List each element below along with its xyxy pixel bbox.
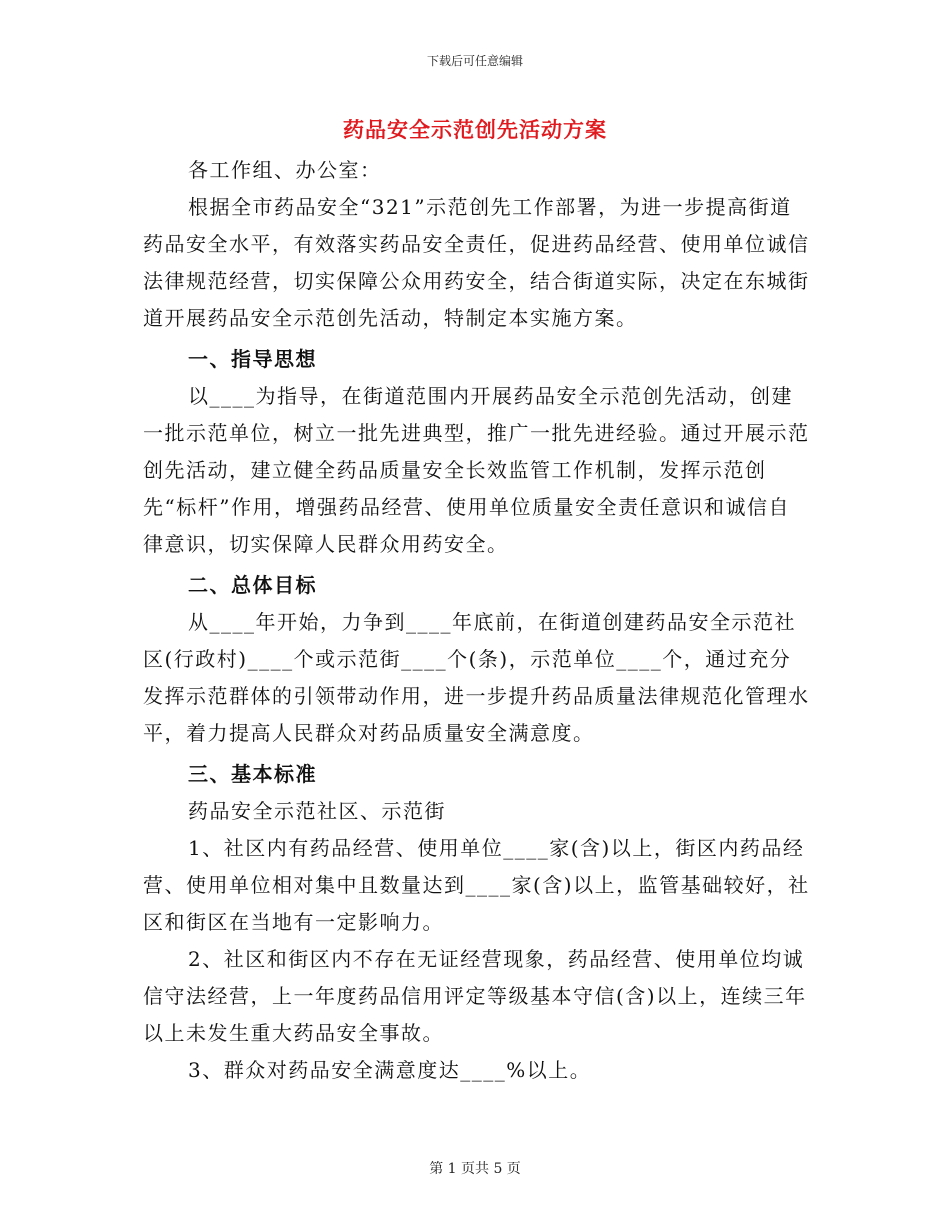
page-footer: 第 1 页共 5 页 <box>429 1161 521 1177</box>
standard-item: 3、群众对药品安全满意度达____%以上。 <box>188 1058 592 1082</box>
section-heading-basic-standards: 三、基本标准 <box>188 762 317 786</box>
document-title: 药品安全示范创先活动方案 <box>343 117 607 142</box>
section-heading-overall-goal: 二、总体目标 <box>188 573 317 597</box>
section-body-overall-goal: 从____年开始，力争到____年底前，在街道创建药品安全示范社区(行政村)____个或示范街____个(条)，示范单位____个，通过充分发挥示范群体的引领带动作用，进一步提升药品质量法律规范化管理水平，着力提高人民群众对药品质量安全满意度。 <box>143 610 810 745</box>
intro-paragraph: 根据全市药品安全“321”示范创先工作部署，为进一步提高街道药品安全水平，有效落实药品安全责任，促进药品经营、使用单位诚信法律规范经营，切实保障公众用药安全，结合街道实际，决定在东城街道开展药品安全示范创先活动，特制定本实施方案。 <box>143 195 810 330</box>
section-body-guiding-ideology: 以____为指导，在街道范围内开展药品安全示范创先活动，创建一批示范单位，树立一批先进典型，推广一批先进经验。通过开展示范创先活动，建立健全药品质量安全长效监管工作机制，发挥示范创先“标杆”作用，增强药品经营、使用单位质量安全责任意识和诚信自律意识，切实保障人民群众用药安全。 <box>143 384 810 556</box>
document-body <box>143 152 811 1089</box>
section-subheading-standards: 药品安全示范社区、示范街 <box>188 799 446 823</box>
greeting: 各工作组、办公室： <box>188 158 382 182</box>
standard-item: 2、社区和街区内不存在无证经营现象，药品经营、使用单位均诚信守法经营，上一年度药品信用评定等级基本守信(含)以上，连续三年以上未发生重大药品安全事故。 <box>143 947 807 1045</box>
standard-item: 1、社区内有药品经营、使用单位____家(含)以上，街区内药品经营、使用单位相对集中且数量达到____家(含)以上，监管基础较好，社区和街区在当地有一定影响力。 <box>143 836 810 934</box>
page-header: 下载后可任意编辑 <box>426 54 523 68</box>
section-heading-guiding-ideology: 一、指导思想 <box>188 347 317 371</box>
